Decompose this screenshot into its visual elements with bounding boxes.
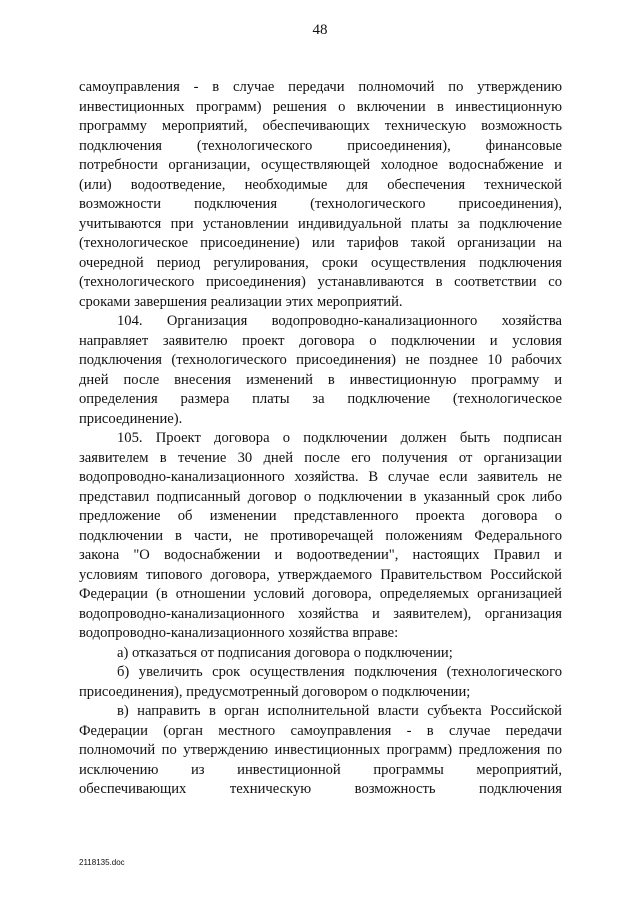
text-line: дней после внесения изменений в инвестиционную программу и [79, 371, 562, 388]
text-line: 105. Проект договора о подключении должен быть подписан [117, 430, 562, 446]
text-line: очередной период регулирования, сроки осуществления подключения [79, 254, 562, 271]
text-line: представил подписанный договор о подключении в указанный срок либо [79, 488, 562, 505]
text-line: присоединения), предусмотренный договором о подключении; [79, 683, 471, 700]
text-line: обеспечивающих техническую возможность подключения [79, 781, 562, 797]
text-line: подключения (технологического присоединения) не позднее 10 рабочих [79, 352, 562, 368]
text-line: направляет заявителю проект договора о подключении и условия [79, 332, 562, 349]
text-line: (технологическое присоединение) или тарифов такой организации на [79, 235, 562, 251]
text-line: инвестиционных программ) решения о включении в инвестиционную [79, 98, 562, 115]
text-line: б) увеличить срок осуществления подключения (технологического [117, 664, 562, 680]
text-line: Федерации (орган местного самоуправления - в случае передачи [79, 722, 562, 739]
text-line: самоуправления - в случае передачи полномочий по утверждению [79, 79, 562, 95]
text-line: учитываются при установлении индивидуальной платы за подключение [79, 215, 562, 232]
text-line: программу мероприятий, обеспечивающих техническую возможность [79, 118, 562, 134]
footer-filename: 2118135.doc [79, 858, 125, 867]
text-line: исключению из инвестиционной программы мероприятий, [79, 761, 562, 778]
text-line: а) отказаться от подписания договора о подключении; [117, 644, 453, 661]
text-line: подключении в части, не противоречащей положениям Федерального [79, 527, 562, 544]
text-line: водопроводно-канализационного хозяйства вправе: [79, 625, 399, 641]
text-line: (технологического присоединения) устанавливаются в соответствии со [79, 274, 562, 290]
text-line: предложение об изменении представленного проекта договора о [79, 508, 562, 524]
text-line: водопроводно-канализационного хозяйства. В случае если заявитель не [79, 469, 562, 485]
text-line: (или) водоотведение, необходимые для обеспечения технической [79, 176, 562, 193]
text-line: условиям типового договора, утверждаемого Правительством Российской [79, 566, 562, 583]
text-line: потребности организации, осуществляющей холодное водоснабжение и [79, 157, 562, 173]
text-line: заявителем в течение 30 дней после его получения от организации [79, 449, 562, 466]
text-line: подключения (технологического присоединения), финансовые [79, 137, 562, 154]
text-line: определения размера платы за подключение (технологическое [79, 391, 562, 407]
document-body [79, 78, 562, 800]
text-line: сроками завершения реализации этих мероприятий. [79, 293, 403, 310]
text-line: полномочий по утверждению инвестиционных программ) предложения по [79, 742, 562, 758]
text-line: водопроводно-канализационного хозяйства и заявителем), организация [79, 605, 562, 622]
text-line: Федерации (в отношении условий договора, определяемых организацией [79, 586, 562, 602]
page-number: 48 [312, 22, 328, 38]
text-line: закона "О водоснабжении и водоотведении", настоящих Правил и [79, 547, 562, 563]
text-line: в) направить в орган исполнительной власти субъекта Российской [117, 703, 562, 719]
text-line: 104. Организация водопроводно-канализационного хозяйства [117, 313, 562, 329]
text-line: возможности подключения (технологического присоединения), [79, 196, 562, 212]
text-line: присоединение). [79, 410, 183, 427]
